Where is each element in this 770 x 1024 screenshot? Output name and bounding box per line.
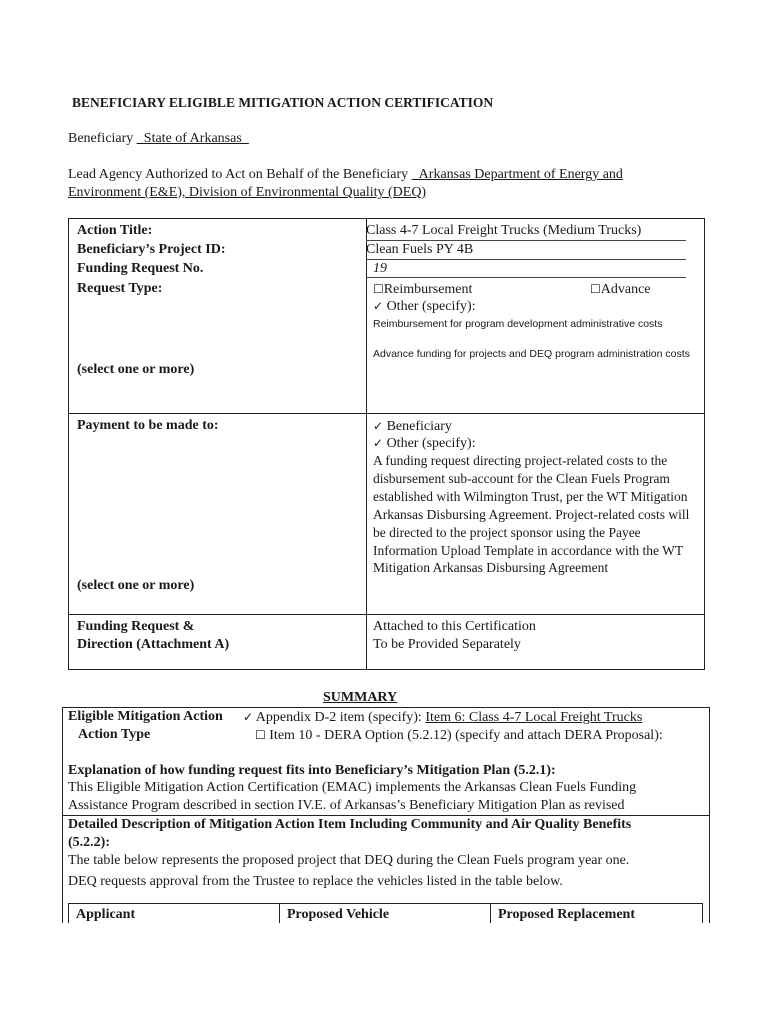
summary-heading: SUMMARY	[323, 690, 398, 705]
checkmark-icon: ✓	[373, 436, 384, 450]
project-id-value: Clean Fuels PY 4B	[366, 242, 474, 257]
payment-beneficiary-label: Beneficiary	[386, 419, 452, 434]
col-header-proposed-vehicle: Proposed Vehicle	[287, 907, 390, 922]
col-header-proposed-replacement: Proposed Replacement	[498, 907, 635, 922]
project-id-label: Beneficiary’s Project ID:	[77, 242, 226, 257]
beneficiary-line	[68, 130, 249, 148]
lead-agency-value-2: Environment (E&E), Division of Environmental Quality (DEQ)	[68, 185, 427, 200]
page-title: BENEFICIARY ELIGIBLE MITIGATION ACTION CERTIFICATION	[72, 95, 494, 110]
payment-other-label: Other (specify):	[386, 436, 476, 451]
detail-line-2: DEQ requests approval from the Trustee to replace the vehicles listed in the table below.	[68, 874, 563, 889]
beneficiary-label: Beneficiary	[68, 131, 134, 146]
payment-label: Payment to be made to:	[77, 418, 219, 433]
explanation-line-2: Assistance Program described in section IV.E. of Arkansas’s Beneficiary Mitigation Plan as revised	[68, 798, 625, 813]
attachment-option-attached[interactable]: Attached to this Certification	[373, 619, 536, 634]
reimbursement-label: Reimbursement	[383, 282, 473, 297]
explanation-line-1: This Eligible Mitigation Action Certification (EMAC) implements the Arkansas Clean Fuels Funding	[68, 780, 637, 795]
checkmark-icon: ✓	[373, 299, 384, 313]
attachment-option-separate[interactable]: To be Provided Separately	[373, 637, 521, 652]
funding-no-label: Funding Request No.	[77, 261, 204, 276]
action-title-value: Class 4-7 Local Freight Trucks (Medium Trucks)	[366, 223, 642, 238]
payment-select-hint: (select one or more)	[77, 578, 195, 593]
lead-agency-value-1: _Arkansas Department of Energy and	[411, 167, 623, 182]
action-title-label: Action Title:	[77, 223, 153, 238]
beneficiary-value: _State of Arkansas_	[136, 131, 249, 146]
attachment-label-1: Funding Request &	[77, 619, 195, 634]
item10-option[interactable]	[255, 726, 663, 745]
checkbox-empty-icon: ☐	[373, 282, 384, 296]
checkbox-empty-icon: ☐	[590, 282, 601, 296]
appendix-d2-value: Item 6: Class 4-7 Local Freight Trucks	[425, 710, 643, 725]
checkmark-icon: ✓	[373, 419, 384, 433]
item10-label: Item 10 - DERA Option (5.2.12) (specify and attach DERA Proposal):	[269, 728, 663, 743]
request-type-select-hint: (select one or more)	[77, 362, 195, 377]
explanation-heading: Explanation of how funding request fits into Beneficiary’s Mitigation Plan (5.2.1):	[68, 763, 556, 778]
funding-no-value: 19	[373, 261, 387, 276]
request-other-label: Other (specify):	[386, 299, 476, 314]
col-header-applicant: Applicant	[76, 907, 136, 922]
ema-label: Eligible Mitigation Action	[68, 709, 223, 724]
lead-agency-line	[68, 166, 623, 184]
detail-heading-2: (5.2.2):	[68, 835, 110, 850]
detail-line-1: The table below represents the proposed project that DEQ during the Clean Fuels program year one.	[68, 853, 630, 868]
request-other-option[interactable]	[373, 297, 476, 316]
advance-note: Advance funding for projects and DEQ program administration costs	[373, 348, 690, 360]
request-type-label: Request Type:	[77, 281, 163, 296]
detail-heading-1: Detailed Description of Mitigation Action Item Including Community and Air Quality Benefits	[68, 817, 632, 832]
advance-label: Advance	[600, 282, 651, 297]
checkmark-icon: ✓	[243, 710, 254, 724]
checkbox-empty-icon: ☐	[255, 728, 266, 742]
appendix-d2-label: Appendix D-2 item (specify):	[255, 710, 422, 725]
attachment-label-2: Direction (Attachment A)	[77, 637, 230, 652]
payment-description: A funding request directing project-related costs to the disbursement sub-account for the Clean Fuels Program established with Wilmington Trust, per the WT Mitigation Arkansas Disbursing Agreement. Project-related costs will be directed to the project sponsor using the Payee Information Upload Template in accordance with the WT Mitigation Arkansas Disbursing Agreement	[373, 453, 690, 576]
lead-agency-label: Lead Agency Authorized to Act on Behalf of the Beneficiary	[68, 167, 409, 182]
payment-other-option[interactable]	[373, 434, 476, 453]
appendix-d2-option[interactable]	[243, 708, 642, 727]
action-type-label: Action Type	[78, 727, 151, 742]
advance-option[interactable]	[590, 280, 651, 299]
reimbursement-note: Reimbursement for program development administrative costs	[373, 318, 663, 330]
